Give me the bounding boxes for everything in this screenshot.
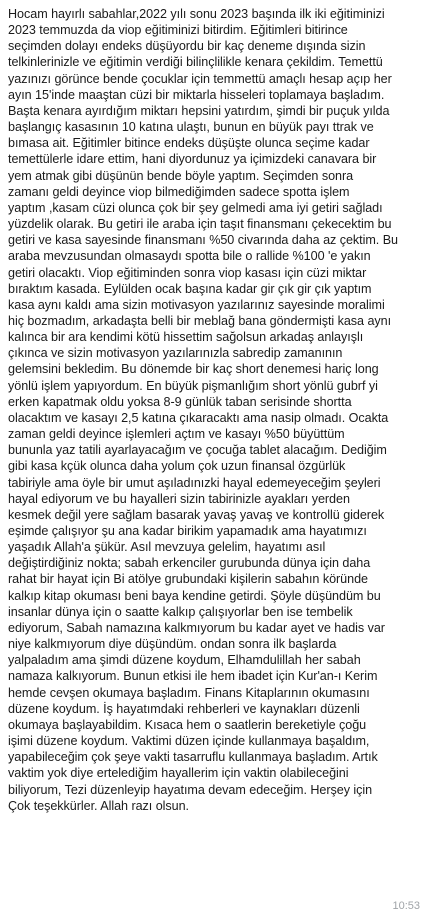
message-text: Hocam hayırlı sabahlar,2022 yılı sonu 2023 başında ilk iki eğitiminizi 2023 temmuzda da viop eğitiminizi bitirdim. Eğitimleri bitirince seçimden dolayı endeks düşüyordu bir kaç deneme dışında sizin telkinlerinizle ve eğitimin verdiği bilinçlilikle kenara çekildim. Temettü yazınızı görünce bende çocuklar için temmettü amaçlı hesap açıp her ayın 15'inde maaştan cüzi bir miktarla hisseleri toplamaya başladım. Başta kenara ayırdığım miktarı hepsini yatırdım, şimdi bir puçuk yılda başlangıç kasasının 10 katına ulaştı, bunun en büyük payı ttrak ve bımasa ait. Eğitimler bitince endeks düşüşte olunca seçime kadar temettülerle idare ettim, hani diyordunuz ya içimizdeki canavara bir yem atmak gibi düşünün bende böyle yaptım. Seçimden sonra zamanı geldi deyince viop bilmediğimden sadece spotta işlem yaptım ,kasam cüzi olunca çok bir şey gelmedi ama iyi getiri sağladı yüzdelik olarak. Bu getiri ile araba için taşıt finansmanı çekecektim bu getiri ve kasa sayesinde finansmanı %50 civarında daha az çektim. Bu araba mevzusundan olmasaydı spotta bile o rallide %100 'e yakın getiri olacaktı. Viop eğitiminden sonra viop kasası için cüzi miktar bıraktım kasada. Eylülden ocak başına kadar gir çık gir çık yaptım kasa aynı kaldı ama sizin motivasyon yazılarınız sayesinde moralimi hiç bozmadım, arkadaşta belli bir meblağ bana göndermişti kasa aynı kalınca bir ara kendimi kötü hissettim sağolsun arkadaş anlayışlı çıkınca ve sizin motivasyon yazılarınızla sabredip zamanının gelemsini bekledim. Bu dönemde bir kaç short denemesi hariç long yönlü işlem yapıyordum. En büyük pişmanlığım short yönlü gubrf yi erken kapatmak oldu yoksa 8-9 günlük taban serisinde shortta olacaktım ve kasayı 2,5 katına çıkaracaktı ama nasip olmadı. Ocakta zaman geldi deyince işlemleri açtım ve kasayı %50 büyüttüm bununla yaz tatili ayarlayacağım ve çocuğa tablet alacağım. Dediğim gibi kasa kçük olunca daha yolum çok uzun finansal özgürlük tabiriyle ama öyle bir umut aşıladınızki hayal edemeyeceğim şeyleri hayal ediyorum ve bu hayalleri sizin tabirinizle ayakları yerden kesmek değil yere sağlam basarak yavaş yavaş ve kontrollü giderek eşimde çalışıyor şu ana kadar birikim yapamadık ama hayatımızı yaşadık Allah'a şükür. Asıl mevzuya gelelim, hayatımı asıl değiştirdiğiniz nokta; sabah erkenciler gurubunda dünya için daha rahat bir hayat için Bi atölye grubundaki kişilerin sabahın köründe kalkıp kitap okuması beni baya kendine getirdi. Şöyle düşündüm bu insanlar dünya için o saatte kalkıp çalışıyorlar ben ise tembelik ediyorum, Sabah namazına kalkmıyorum bu kadar ayet ve hadis var niye kalkmıyorum diye düşündüm. ondan sonra ilk başlarda yalpaladım ama şimdi düzene koydum, Elhamdulillah her sabah namaza kalkıyorum. Bunun etkisi ile hem ibadet için Kur'an-ı Kerim hemde cevşen okumaya başladım. Finans Kitaplarının okumasını düzene koydum. İş hayatımdaki rehberleri ve kaynakları düzenli okumaya başlayabildim. Kısaca hem o saatlerin bereketiyle çoğu işimi düzene koydum. Vaktimi düzen içinde kullanmaya başaldım, yapabileceğim çok şeye vakti tasarruflu kullanmaya başladım. Artık vaktim yok diye ertelediğim hayallerim için vaktin olabileceğini biliyorum, Tezi düzenleyip hayatıma devam edeceğim. Herşey için Çok teşekkürler. Allah razı olsun.	[8, 7, 399, 813]
message-timestamp: 10:53	[392, 900, 420, 912]
